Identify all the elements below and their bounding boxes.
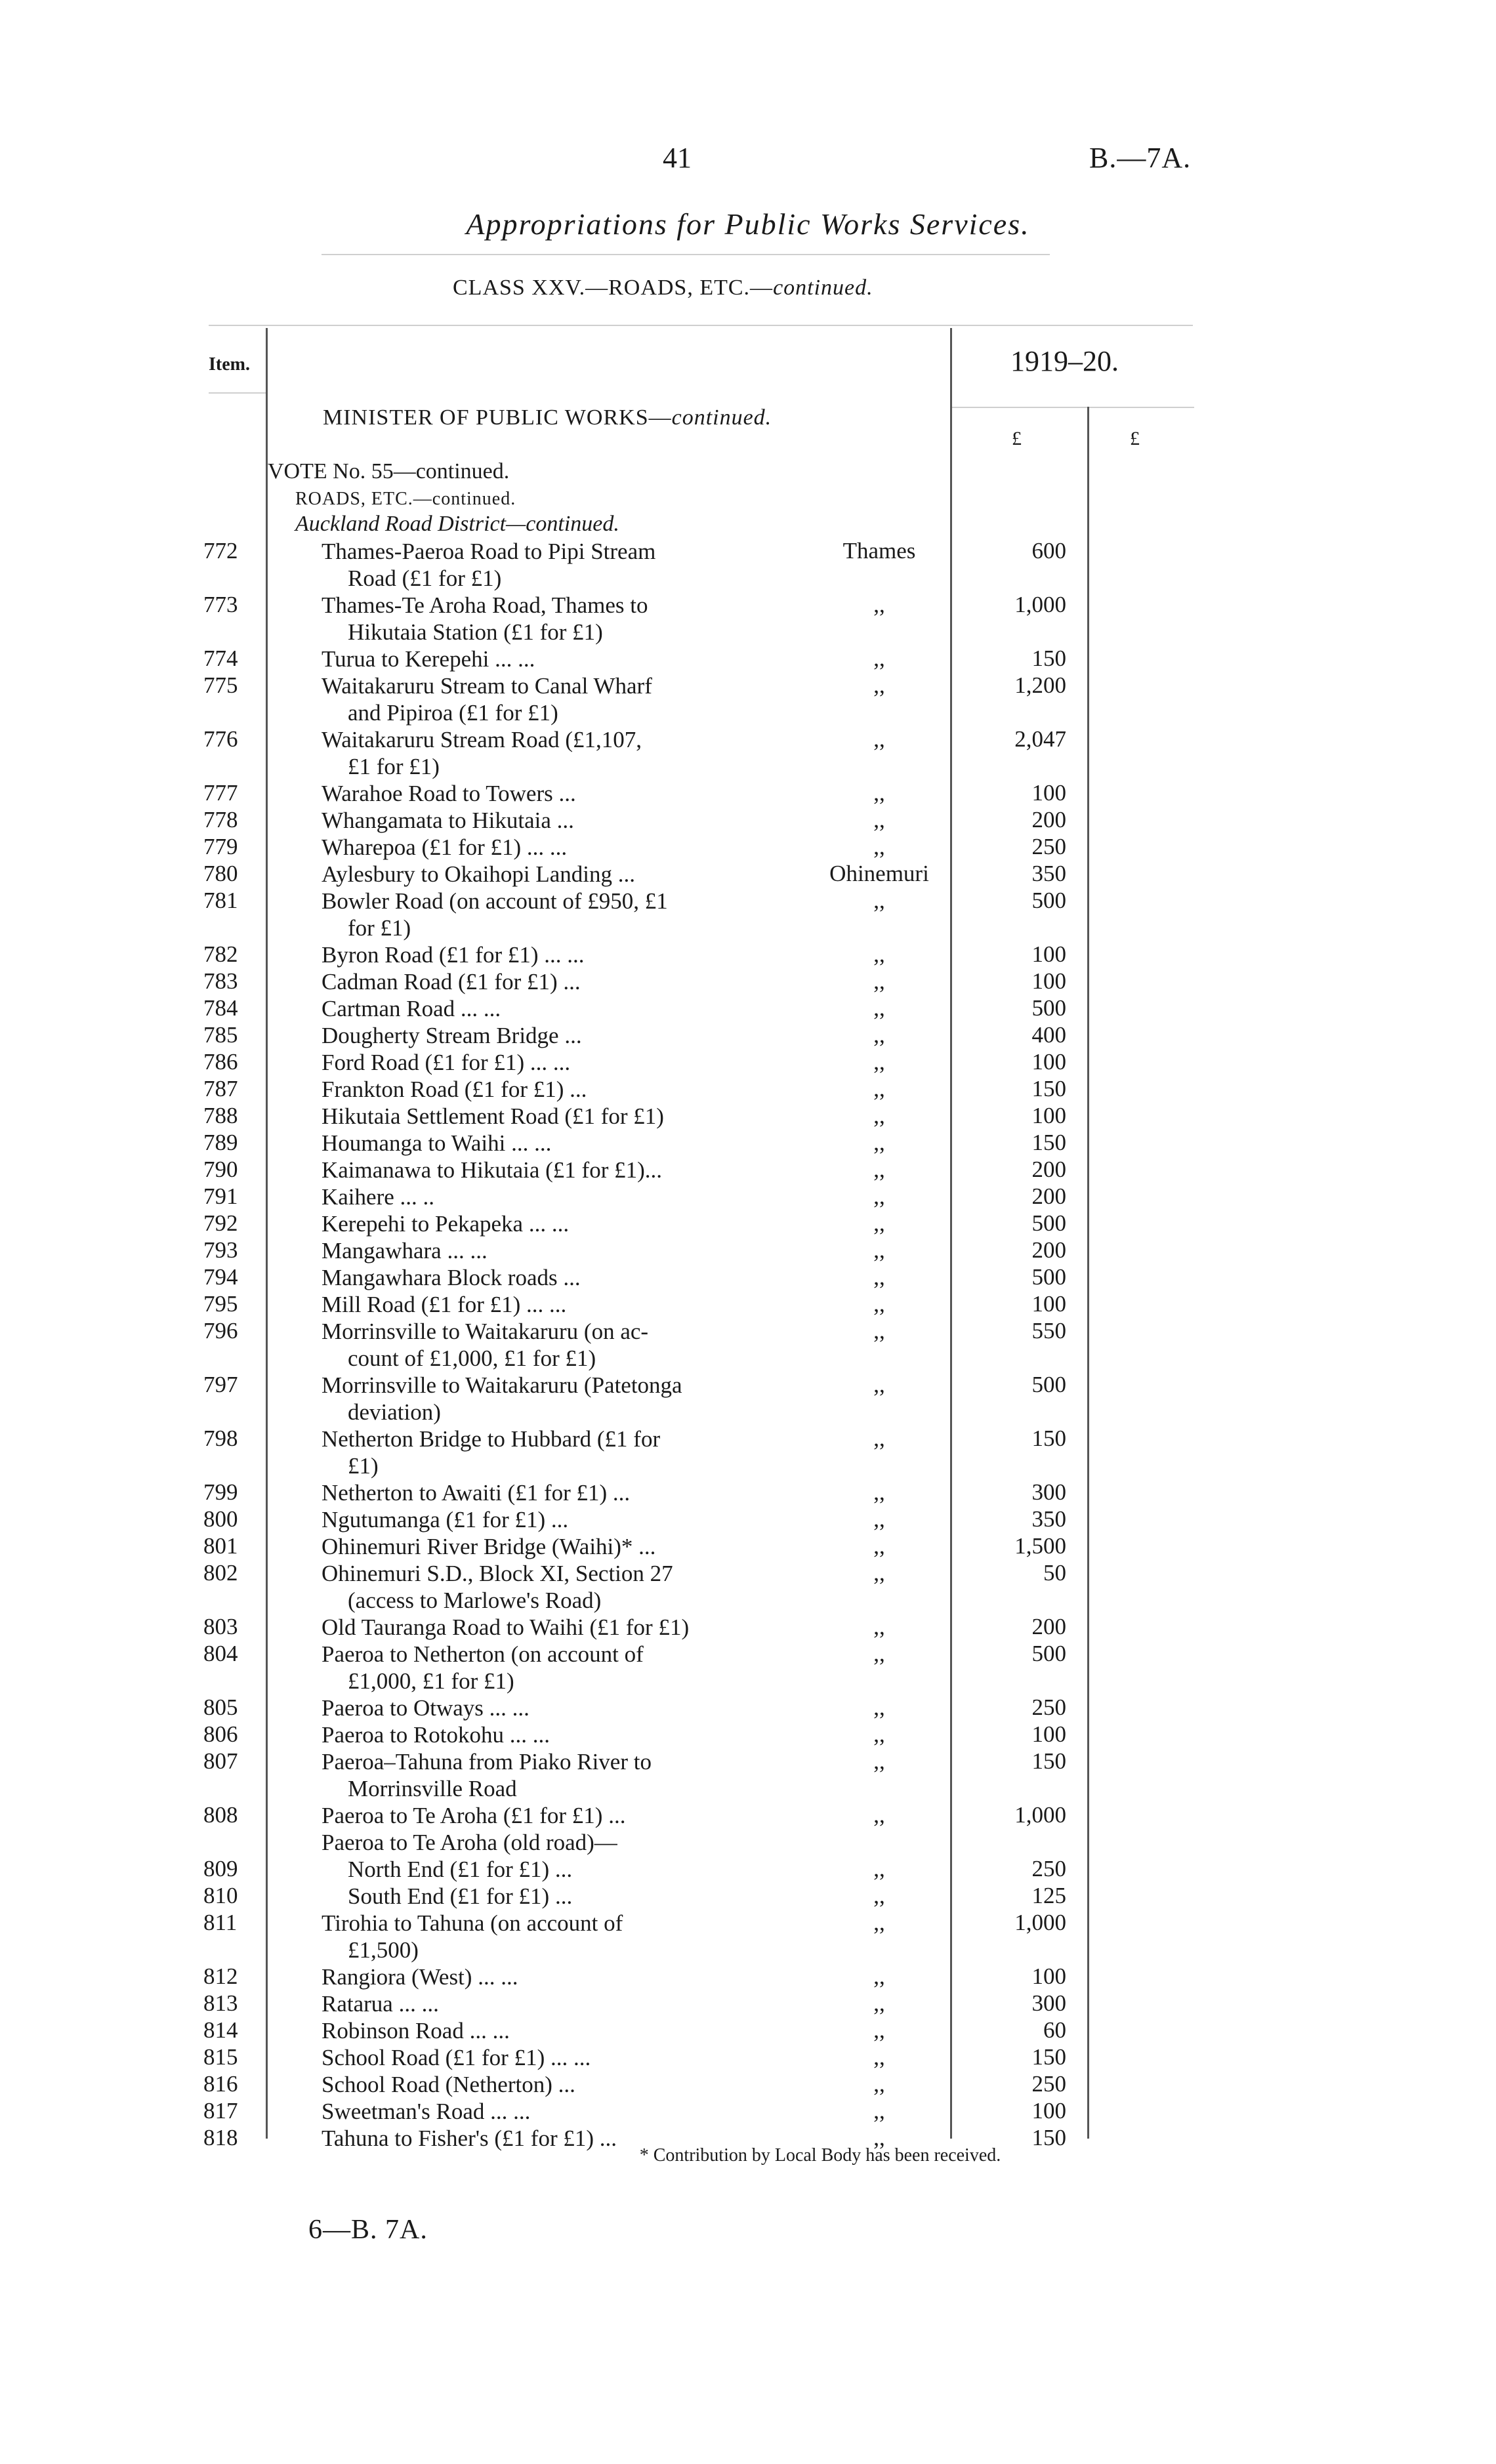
description-line: Byron Road (£1 for £1) ... ...: [322, 942, 585, 968]
district-name: ,,: [873, 646, 885, 671]
description-line: count of £1,000, £1 for £1): [348, 1345, 596, 1371]
description-line: Ford Road (£1 for £1) ... ...: [322, 1050, 571, 1075]
amount-value: 150: [1031, 1426, 1066, 1451]
item-number: 774: [203, 646, 238, 671]
item-description: [322, 1076, 784, 1103]
item-number: 808: [203, 1802, 238, 1828]
amount-value: 150: [1031, 2044, 1066, 2070]
description-line: £1): [348, 1453, 379, 1479]
item-number: 807: [203, 1748, 238, 1774]
item-number: 786: [203, 1049, 238, 1075]
item-number: 815: [203, 2044, 238, 2070]
header-rule-right: [951, 407, 1194, 408]
amount-value: 125: [1031, 1883, 1066, 1908]
amount-value: 100: [1031, 1963, 1066, 1989]
description-line: Netherton Bridge to Hubbard (£1 for: [322, 1426, 661, 1452]
item-number: 813: [203, 1990, 238, 2016]
amount-value: 1,200: [1014, 672, 1066, 698]
item-description: [322, 1533, 784, 1560]
item-number: 806: [203, 1721, 238, 1747]
district-name: Thames: [842, 538, 916, 564]
description-line: Tirohia to Tahuna (on account of: [322, 1910, 623, 1936]
description-line: Ohinemuri River Bridge (Waihi)* ...: [322, 1534, 656, 1559]
item-description: [322, 1237, 784, 1264]
item-number: 780: [203, 861, 238, 886]
amount-value: 150: [1031, 646, 1066, 671]
signature-mark: 6—B. 7A.: [308, 2215, 428, 2245]
item-description: [322, 1748, 784, 1802]
amount-value: 200: [1031, 1614, 1066, 1639]
description-line: Frankton Road (£1 for £1) ...: [322, 1077, 587, 1102]
item-description: [322, 995, 784, 1022]
district-name: ,,: [873, 1641, 885, 1666]
item-column-header: Item.: [209, 354, 250, 375]
item-description: [348, 1883, 784, 1910]
description-line: £1,500): [348, 1937, 419, 1963]
district-subheading: Auckland Road District—continued.: [295, 512, 619, 536]
item-description: [322, 834, 784, 861]
amount-value: 300: [1031, 1479, 1066, 1505]
description-line: Hikutaia Settlement Road (£1 for £1): [322, 1103, 664, 1129]
description-line: and Pipiroa (£1 for £1): [348, 700, 558, 726]
description-line: Ngutumanga (£1 for £1) ...: [322, 1507, 569, 1532]
district-name: ,,: [873, 995, 885, 1021]
item-number: 814: [203, 2017, 238, 2043]
class-heading-main: CLASS XXV.—ROADS, ETC.—: [453, 276, 774, 300]
item-description: [322, 888, 784, 941]
district-name: ,,: [873, 2044, 885, 2070]
amount-value: 100: [1031, 968, 1066, 994]
district-name: ,,: [873, 1560, 885, 1586]
district-name: ,,: [873, 1990, 885, 2016]
district-name: ,,: [873, 807, 885, 832]
amount-value: 500: [1031, 1264, 1066, 1290]
description-line: Robinson Road ... ...: [322, 2018, 510, 2043]
amount-value: 1,000: [1014, 1910, 1066, 1935]
district-name: ,,: [873, 1910, 885, 1935]
item-number: 785: [203, 1022, 238, 1048]
amount-value: 150: [1031, 1748, 1066, 1774]
item-number: 783: [203, 968, 238, 994]
description-line: deviation): [348, 1399, 441, 1425]
description-line: Netherton to Awaiti (£1 for £1) ...: [322, 1480, 631, 1506]
class-heading-continued: continued.: [773, 276, 873, 300]
item-description: [322, 1560, 784, 1614]
description-line: Morrinsville to Waitakaruru (on ac-: [322, 1319, 649, 1344]
item-description: [322, 1210, 784, 1237]
item-number: 800: [203, 1506, 238, 1532]
district-name: ,,: [873, 1533, 885, 1559]
item-number: 772: [203, 538, 238, 564]
item-number: 789: [203, 1130, 238, 1155]
item-number: 818: [203, 2125, 238, 2150]
minister-heading: [323, 405, 772, 430]
item-description: [322, 1614, 784, 1641]
description-line: Thames-Te Aroha Road, Thames to: [322, 592, 648, 618]
item-description: [322, 1130, 784, 1157]
district-name: ,,: [873, 941, 885, 967]
district-name: ,,: [873, 1963, 885, 1989]
item-number: 812: [203, 1963, 238, 1989]
total-unit-label: £: [1130, 428, 1140, 449]
item-number: 788: [203, 1103, 238, 1128]
item-description: [322, 968, 784, 995]
vote-heading: VOTE No. 55—continued.: [268, 459, 510, 483]
item-description: [322, 1022, 784, 1049]
amount-value: 350: [1031, 1506, 1066, 1532]
amount-value: 100: [1031, 941, 1066, 967]
item-description: [322, 1829, 784, 1856]
item-description: [322, 538, 784, 592]
item-number: 795: [203, 1291, 238, 1317]
item-number: 793: [203, 1237, 238, 1263]
district-name: ,,: [873, 2098, 885, 2124]
district-name: ,,: [873, 1318, 885, 1344]
description-line: Houmanga to Waihi ... ...: [322, 1130, 552, 1156]
item-description: [322, 672, 784, 726]
description-line: Paeroa to Te Aroha (old road)—: [322, 1830, 617, 1855]
amount-value: 2,047: [1014, 726, 1066, 752]
item-description: [322, 1049, 784, 1076]
district-name: ,,: [873, 726, 885, 752]
amount-column-rule: [1087, 407, 1089, 2139]
amount-value: 100: [1031, 1721, 1066, 1747]
amount-value: 200: [1031, 807, 1066, 832]
description-line: Dougherty Stream Bridge ...: [322, 1023, 582, 1048]
description-line: School Road (£1 for £1) ... ...: [322, 2045, 591, 2070]
item-description: [322, 1103, 784, 1130]
amount-value: 250: [1031, 2071, 1066, 2097]
amount-value: 250: [1031, 1694, 1066, 1720]
item-description: [322, 1694, 784, 1721]
amount-value: 500: [1031, 1372, 1066, 1397]
header-rule-left: [209, 392, 268, 394]
district-name: ,,: [873, 2125, 885, 2150]
item-description: [322, 1291, 784, 1318]
district-name: ,,: [873, 834, 885, 859]
description-line: (access to Marlowe's Road): [348, 1588, 602, 1613]
amount-value: 1,000: [1014, 592, 1066, 617]
description-line: Tahuna to Fisher's (£1 for £1) ...: [322, 2125, 617, 2151]
item-number: 801: [203, 1533, 238, 1559]
item-description: [322, 646, 784, 672]
item-description: [322, 592, 784, 646]
item-description: [322, 941, 784, 968]
item-number: 782: [203, 941, 238, 967]
district-name: ,,: [873, 1856, 885, 1881]
item-description: [322, 780, 784, 807]
item-description: [322, 1264, 784, 1291]
district-name: ,,: [873, 1802, 885, 1828]
amount-value: 250: [1031, 834, 1066, 859]
item-number: 805: [203, 1694, 238, 1720]
district-name: ,,: [873, 1076, 885, 1101]
description-line: Waitakaruru Stream Road (£1,107,: [322, 727, 642, 752]
item-description: [322, 2098, 784, 2125]
item-number: 804: [203, 1641, 238, 1666]
item-description: [322, 1479, 784, 1506]
description-line: Hikutaia Station (£1 for £1): [348, 619, 603, 645]
document-reference: B.—7A.: [1089, 142, 1192, 174]
item-number: 776: [203, 726, 238, 752]
description-line: Wharepoa (£1 for £1) ... ...: [322, 834, 568, 860]
amount-value: 550: [1031, 1318, 1066, 1344]
item-number: 775: [203, 672, 238, 698]
district-name: ,,: [873, 1614, 885, 1639]
item-number: 794: [203, 1264, 238, 1290]
item-description: [322, 2017, 784, 2044]
district-name: ,,: [873, 1291, 885, 1317]
amount-value: 250: [1031, 1856, 1066, 1881]
amount-value: 100: [1031, 1291, 1066, 1317]
description-line: Paeroa to Netherton (on account of: [322, 1641, 644, 1667]
description-line: Paeroa to Otways ... ...: [322, 1695, 530, 1721]
district-name: ,,: [873, 1426, 885, 1451]
description-line: Ohinemuri S.D., Block XI, Section 27: [322, 1561, 673, 1586]
district-name: ,,: [873, 1210, 885, 1236]
district-name: ,,: [873, 1049, 885, 1075]
description-line: Kaimanawa to Hikutaia (£1 for £1)...: [322, 1157, 663, 1183]
district-name: ,,: [873, 1694, 885, 1720]
item-description: [322, 861, 784, 888]
description-line: Turua to Kerepehi ... ...: [322, 646, 535, 672]
district-name: ,,: [873, 2071, 885, 2097]
page-number: 41: [663, 142, 692, 174]
item-description: [322, 1990, 784, 2017]
amount-value: 1,000: [1014, 1802, 1066, 1828]
description-line: Kerepehi to Pekapeka ... ...: [322, 1211, 570, 1237]
item-description: [322, 2071, 784, 2098]
item-description: [322, 807, 784, 834]
description-line: Paeroa to Te Aroha (£1 for £1) ...: [322, 1803, 626, 1828]
amount-value: 100: [1031, 1103, 1066, 1128]
description-line: Bowler Road (on account of £950, £1: [322, 888, 668, 914]
item-description: [322, 1721, 784, 1748]
description-line: North End (£1 for £1) ...: [348, 1857, 573, 1882]
district-name: ,,: [873, 1721, 885, 1747]
item-description: [322, 1802, 784, 1829]
item-number: 791: [203, 1183, 238, 1209]
district-name: ,,: [873, 2017, 885, 2043]
item-number: 773: [203, 592, 238, 617]
description-line: Ratarua ... ...: [322, 1991, 439, 2017]
district-name: ,,: [873, 1748, 885, 1774]
item-number: 779: [203, 834, 238, 859]
amount-value: 500: [1031, 888, 1066, 913]
description-line: Road (£1 for £1): [348, 565, 502, 591]
district-name: ,,: [873, 888, 885, 913]
amount-value: 100: [1031, 1049, 1066, 1075]
amount-value: 500: [1031, 995, 1066, 1021]
fiscal-year-header: 1919–20.: [1010, 345, 1119, 377]
description-line: Morrinsville Road: [348, 1776, 517, 1801]
item-number: 798: [203, 1426, 238, 1451]
title-rule: [322, 254, 1050, 255]
item-number: 799: [203, 1479, 238, 1505]
description-line: South End (£1 for £1) ...: [348, 1883, 573, 1909]
item-number: 802: [203, 1560, 238, 1586]
description-line: Whangamata to Hikutaia ...: [322, 808, 574, 833]
item-description: [348, 1856, 784, 1883]
minister-heading-continued: continued.: [671, 405, 772, 430]
description-line: Kaihere ... ..: [322, 1184, 435, 1210]
description-line: Rangiora (West) ... ...: [322, 1964, 518, 1990]
district-name: Ohinemuri: [829, 861, 929, 886]
description-line: for £1): [348, 915, 411, 941]
amount-value: 150: [1031, 1076, 1066, 1101]
item-number: 811: [203, 1910, 238, 1935]
amount-value: 100: [1031, 2098, 1066, 2124]
description-line: Aylesbury to Okaihopi Landing ...: [322, 861, 635, 887]
item-description: [322, 2044, 784, 2071]
amount-unit-label: £: [1012, 428, 1022, 449]
item-number: 796: [203, 1318, 238, 1344]
description-line: Sweetman's Road ... ...: [322, 2099, 531, 2124]
district-column-rule: [950, 328, 952, 2139]
description-line: Thames-Paeroa Road to Pipi Stream: [322, 539, 656, 564]
amount-value: 200: [1031, 1237, 1066, 1263]
district-name: ,,: [873, 1883, 885, 1908]
item-number: 777: [203, 780, 238, 806]
description-line: Cartman Road ... ...: [322, 996, 501, 1021]
description-line: School Road (Netherton) ...: [322, 2072, 575, 2097]
item-number: 784: [203, 995, 238, 1021]
district-name: ,,: [873, 1372, 885, 1397]
item-number: 797: [203, 1372, 238, 1397]
table-top-rule: [209, 325, 1193, 326]
amount-value: 500: [1031, 1641, 1066, 1666]
district-name: ,,: [873, 1479, 885, 1505]
item-number: 781: [203, 888, 238, 913]
item-number: 809: [203, 1856, 238, 1881]
amount-value: 50: [1043, 1560, 1066, 1586]
description-line: Old Tauranga Road to Waihi (£1 for £1): [322, 1614, 690, 1640]
district-name: ,,: [873, 672, 885, 698]
class-heading: [453, 276, 873, 300]
footnote: * Contribution by Local Body has been received.: [639, 2145, 1001, 2166]
description-line: Mangawhara Block roads ...: [322, 1265, 581, 1290]
description-line: Morrinsville to Waitakaruru (Patetonga: [322, 1372, 682, 1398]
amount-value: 60: [1043, 2017, 1066, 2043]
description-line: Paeroa–Tahuna from Piako River to: [322, 1749, 652, 1775]
amount-value: 1,500: [1014, 1533, 1066, 1559]
item-number: 790: [203, 1157, 238, 1182]
amount-value: 350: [1031, 861, 1066, 886]
item-description: [322, 1157, 784, 1183]
page-title: Appropriations for Public Works Services.: [466, 207, 1030, 241]
item-description: [322, 1183, 784, 1210]
item-number: 778: [203, 807, 238, 832]
district-name: ,,: [873, 780, 885, 806]
item-description: [322, 1426, 784, 1479]
item-description: [322, 726, 784, 780]
item-number: 787: [203, 1076, 238, 1101]
item-description: [322, 1506, 784, 1533]
item-number: 810: [203, 1883, 238, 1908]
amount-value: 200: [1031, 1157, 1066, 1182]
item-number: 816: [203, 2071, 238, 2097]
district-name: ,,: [873, 1103, 885, 1128]
district-name: ,,: [873, 1183, 885, 1209]
amount-value: 300: [1031, 1990, 1066, 2016]
amount-value: 100: [1031, 780, 1066, 806]
district-name: ,,: [873, 592, 885, 617]
amount-value: 150: [1031, 2125, 1066, 2150]
item-description: [322, 1910, 784, 1963]
amount-value: 600: [1031, 538, 1066, 564]
item-description: [322, 1641, 784, 1694]
description-line: Mangawhara ... ...: [322, 1238, 488, 1263]
description-line: Waitakaruru Stream to Canal Wharf: [322, 673, 652, 699]
roads-subheading: ROADS, ETC.—continued.: [295, 489, 516, 509]
description-line: Paeroa to Rotokohu ... ...: [322, 1722, 551, 1748]
description-line: £1 for £1): [348, 754, 440, 779]
description-line: Mill Road (£1 for £1) ... ...: [322, 1292, 567, 1317]
district-name: ,,: [873, 1506, 885, 1532]
item-description: [322, 1372, 784, 1426]
item-description: [322, 1318, 784, 1372]
district-name: ,,: [873, 1237, 885, 1263]
amount-value: 500: [1031, 1210, 1066, 1236]
district-name: ,,: [873, 1022, 885, 1048]
amount-value: 400: [1031, 1022, 1066, 1048]
district-name: ,,: [873, 1130, 885, 1155]
item-number: 803: [203, 1614, 238, 1639]
district-name: ,,: [873, 968, 885, 994]
description-line: Warahoe Road to Towers ...: [322, 781, 576, 806]
amount-value: 200: [1031, 1183, 1066, 1209]
item-description: [322, 1963, 784, 1990]
description-line: Cadman Road (£1 for £1) ...: [322, 969, 581, 995]
item-number: 792: [203, 1210, 238, 1236]
district-name: ,,: [873, 1157, 885, 1182]
item-number: 817: [203, 2098, 238, 2124]
district-name: ,,: [873, 1264, 885, 1290]
amount-value: 150: [1031, 1130, 1066, 1155]
minister-heading-main: MINISTER OF PUBLIC WORKS—: [323, 405, 672, 430]
description-line: £1,000, £1 for £1): [348, 1668, 514, 1694]
